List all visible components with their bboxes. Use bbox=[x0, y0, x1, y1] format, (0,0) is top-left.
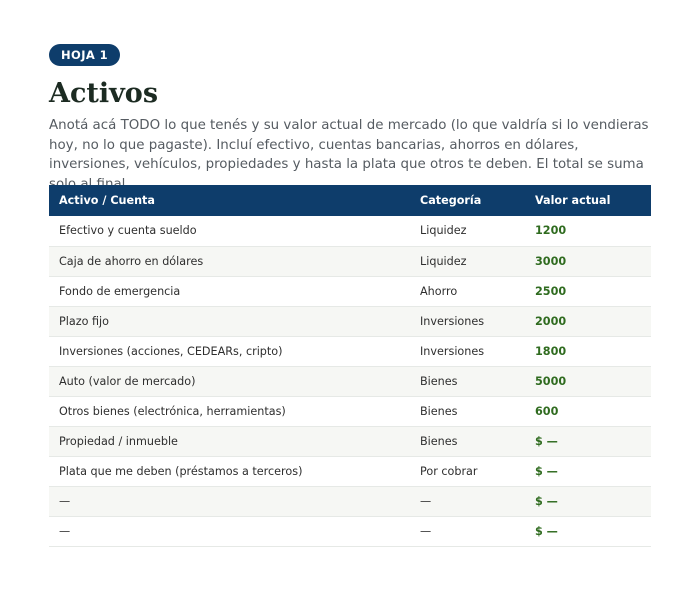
category-cell[interactable]: Bienes bbox=[420, 404, 458, 418]
category-cell[interactable]: Por cobrar bbox=[420, 464, 478, 478]
column-header-category: Categoría bbox=[420, 194, 482, 207]
value-cell[interactable]: $ — bbox=[535, 434, 558, 448]
assets-table bbox=[49, 185, 651, 547]
table-row bbox=[49, 426, 651, 456]
value-cell[interactable]: $ — bbox=[535, 494, 558, 508]
value-cell[interactable]: 1200 bbox=[535, 224, 567, 238]
value-cell[interactable]: 1800 bbox=[535, 344, 567, 358]
table-row bbox=[49, 456, 651, 486]
value-cell[interactable]: $ — bbox=[535, 464, 558, 478]
asset-cell[interactable]: Plazo fijo bbox=[59, 314, 109, 328]
value-cell[interactable]: $ — bbox=[535, 524, 558, 538]
table-header-row bbox=[49, 185, 651, 216]
asset-cell[interactable]: Otros bienes (electrónica, herramientas) bbox=[59, 404, 286, 418]
column-header-asset: Activo / Cuenta bbox=[59, 194, 155, 207]
page-title: Activos bbox=[49, 78, 159, 109]
table-row bbox=[49, 276, 651, 306]
category-cell[interactable]: Ahorro bbox=[420, 284, 458, 298]
asset-cell[interactable]: — bbox=[59, 494, 71, 508]
value-cell[interactable]: 5000 bbox=[535, 374, 567, 388]
page-description: Anotá acá TODO lo que tenés y su valor actual de mercado (lo que valdría si lo vendieras hoy, no lo que pagaste). Incluí efectivo, cuentas bancarias, ahorros en dólares, inversiones, vehículos, propiedades y hasta la plata que otros te deben. El total se suma solo al final. bbox=[49, 118, 649, 192]
table-row bbox=[49, 486, 651, 516]
table-row bbox=[49, 216, 651, 246]
table-row bbox=[49, 516, 651, 546]
table-row bbox=[49, 336, 651, 366]
value-cell[interactable]: 600 bbox=[535, 404, 559, 418]
table-row bbox=[49, 246, 651, 276]
sheet-badge: HOJA 1 bbox=[49, 44, 120, 66]
category-cell[interactable]: Bienes bbox=[420, 374, 458, 388]
table-row bbox=[49, 306, 651, 336]
category-cell[interactable]: — bbox=[420, 524, 432, 538]
value-cell[interactable]: 3000 bbox=[535, 254, 567, 268]
category-cell[interactable]: Liquidez bbox=[420, 254, 467, 268]
asset-cell[interactable]: — bbox=[59, 524, 71, 538]
asset-cell[interactable]: Propiedad / inmueble bbox=[59, 434, 178, 448]
table-row bbox=[49, 396, 651, 426]
asset-cell[interactable]: Fondo de emergencia bbox=[59, 284, 181, 298]
category-cell[interactable]: Bienes bbox=[420, 434, 458, 448]
category-cell[interactable]: Inversiones bbox=[420, 314, 485, 328]
asset-cell[interactable]: Efectivo y cuenta sueldo bbox=[59, 224, 197, 238]
table-row bbox=[49, 366, 651, 396]
asset-cell[interactable]: Inversiones (acciones, CEDEARs, cripto) bbox=[59, 344, 283, 358]
category-cell[interactable]: Liquidez bbox=[420, 224, 467, 238]
value-cell[interactable]: 2500 bbox=[535, 284, 567, 298]
value-cell[interactable]: 2000 bbox=[535, 314, 567, 328]
column-header-value: Valor actual bbox=[535, 194, 611, 207]
asset-cell[interactable]: Auto (valor de mercado) bbox=[59, 374, 196, 388]
asset-cell[interactable]: Caja de ahorro en dólares bbox=[59, 254, 204, 268]
category-cell[interactable]: Inversiones bbox=[420, 344, 485, 358]
category-cell[interactable]: — bbox=[420, 494, 432, 508]
asset-cell[interactable]: Plata que me deben (préstamos a terceros) bbox=[59, 464, 303, 478]
